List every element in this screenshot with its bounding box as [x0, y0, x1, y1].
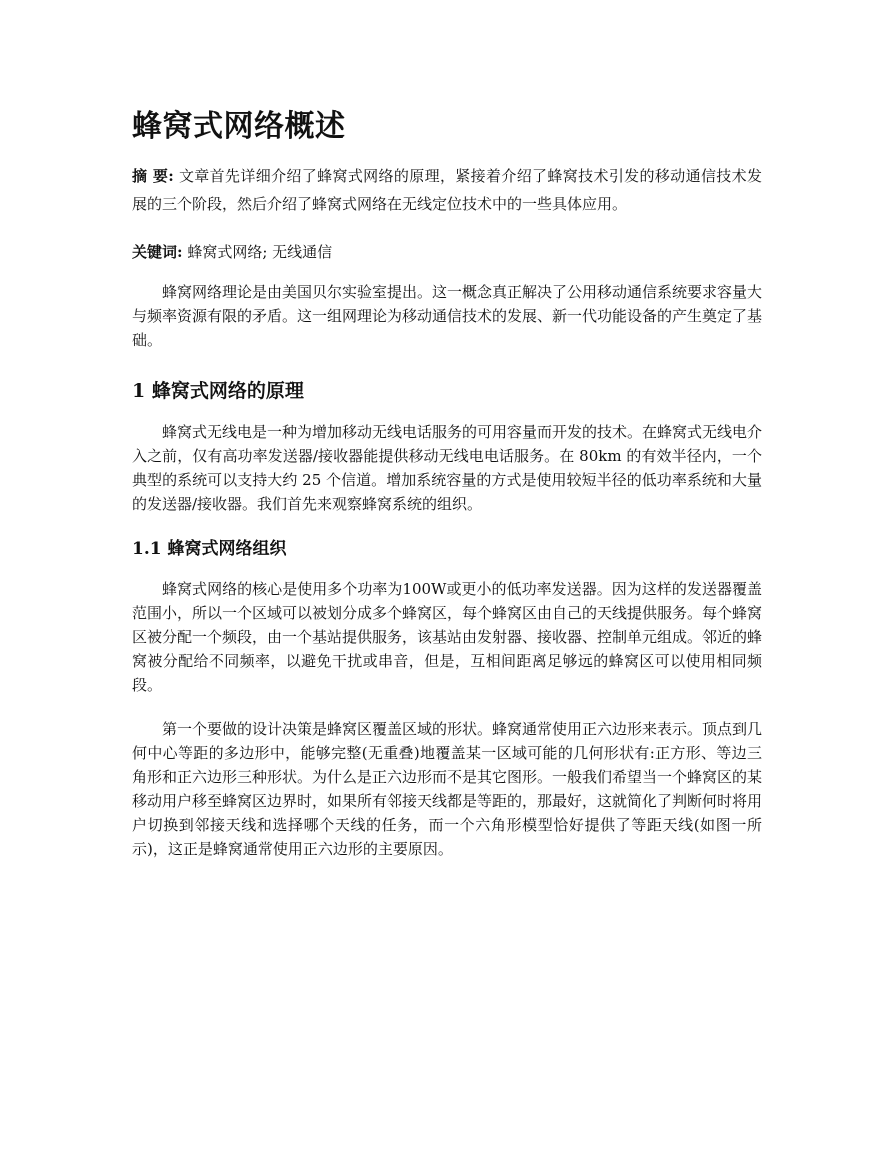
document-title: 蜂窝式网络概述	[132, 109, 346, 144]
section-1-1-heading: 1.1 蜂窝式网络组织	[132, 539, 287, 559]
abstract-label: 摘 要:	[132, 167, 174, 185]
keywords	[132, 238, 762, 266]
abstract-text: 文章首先详细介绍了蜂窝式网络的原理，紧接着介绍了蜂窝技术引发的移动通信技术发展的三个阶段，然后介绍了蜂窝式网络在无线定位技术中的一些具体应用。	[132, 167, 762, 213]
section-1-1-paragraph-2: 第一个要做的设计决策是蜂窝区覆盖区域的形状。蜂窝通常使用正六边形来表示。顶点到几何中心等距的多边形中，能够完整(无重叠)地覆盖某一区域可能的几何形状有:正方形、等边三角形和正六边形三种形状。为什么是正六边形而不是其它图形。一般我们希望当一个蜂窝区的某移动用户移至蜂窝区边界时，如果所有邻接天线都是等距的，那最好，这就简化了判断何时将用户切换到邻接天线和选择哪个天线的任务，而一个六角形模型恰好提供了等距天线(如图一所示)，这正是蜂窝通常使用正六边形的主要原因。	[132, 720, 763, 858]
intro-paragraph: 蜂窝网络理论是由美国贝尔实验室提出。这一概念真正解决了公用移动通信系统要求容量大与频率资源有限的矛盾。这一组网理论为移动通信技术的发展、新一代功能设备的产生奠定了基础。	[132, 283, 763, 349]
abstract	[132, 162, 762, 218]
section-1-heading: 1 蜂窝式网络的原理	[132, 380, 304, 402]
section-1-1-paragraph-1: 蜂窝式网络的核心是使用多个功率为100W或更小的低功率发送器。因为这样的发送器覆盖范围小，所以一个区域可以被划分成多个蜂窝区，每个蜂窝区由自己的天线提供服务。每个蜂窝区被分配一个频段，由一个基站提供服务，该基站由发射器、接收器、控制单元组成。邻近的蜂窝被分配给不同频率，以避免干扰或串音，但是，互相间距离足够远的蜂窝区可以使用相同频段。	[132, 580, 763, 694]
section-1-paragraph: 蜂窝式无线电是一种为增加移动无线电话服务的可用容量而开发的技术。在蜂窝式无线电介入之前，仅有高功率发送器/接收器能提供移动无线电电话服务。在 80km 的有效半径内，一个典型的系统可以支持大约 25 个信道。增加系统容量的方式是使用较短半径的低功率系统和大量的发送器/接收器。我们首先来观察蜂窝系统的组织。	[132, 423, 763, 513]
document-content	[132, 98, 762, 861]
keywords-text: 蜂窝式网络; 无线通信	[182, 243, 333, 261]
keywords-label: 关键词:	[132, 243, 183, 261]
